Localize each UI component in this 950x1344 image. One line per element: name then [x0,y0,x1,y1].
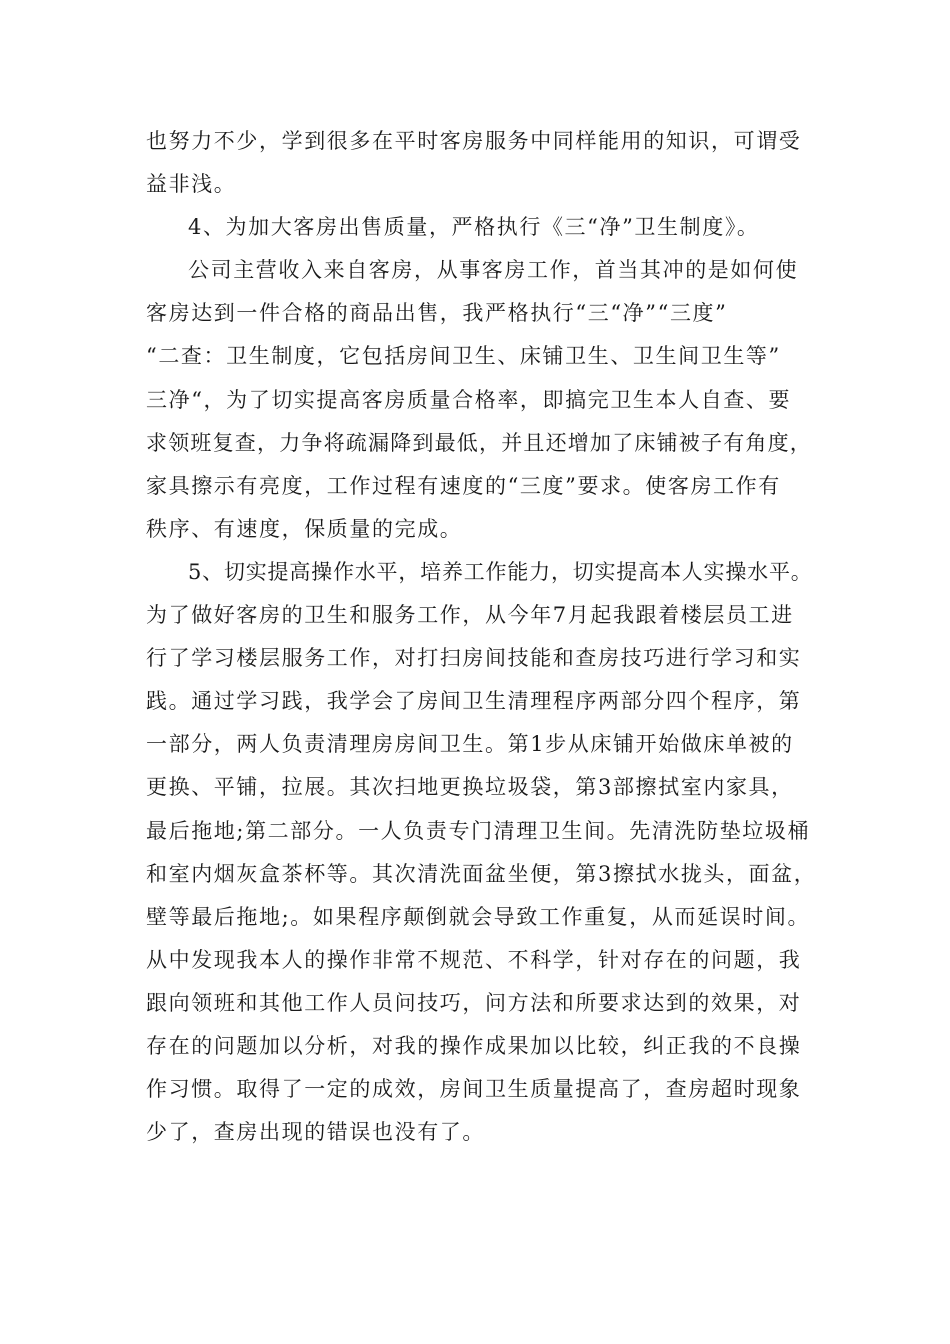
body-text [146,120,816,1154]
text-line: 5、切实提高操作水平，培养工作能力，切实提高本人实操水平。 [188,559,813,584]
text-line: 客房达到一件合格的商品出售，我严格执行“三“净”“三度” [146,301,728,326]
text-line: “二查：卫生制度，它包括房间卫生、床铺卫生、卫生间卫生等” [146,344,781,369]
text-line: 一部分，两人负责清理房房间卫生。第1步从床铺开始做床单被的 [146,732,794,757]
text-line: 秩序、有速度，保质量的完成。 [146,516,463,541]
text-line: 益非浅。 [146,172,237,197]
text-line: 存在的问题加以分析，对我的操作成果加以比较，纠正我的不良操 [146,1033,802,1058]
text-line: 践。通过学习践，我学会了房间卫生清理程序两部分四个程序，第 [146,689,802,714]
text-line: 4、为加大客房出售质量，严格执行《三“净”卫生制度》。 [188,215,760,240]
text-line: 也努力不少，学到很多在平时客房服务中同样能用的知识，可谓受 [146,129,802,153]
text-line: 为了做好客房的卫生和服务工作，从今年7月起我跟着楼层员工进 [146,603,794,628]
text-line: 和室内烟灰盒茶杯等。其次清洗面盆坐便，第3擦拭水拢头，面盆， [146,861,817,886]
text-line: 三净“，为了切实提高客房质量合格率，即搞完卫生本人自查、要 [146,387,792,412]
text-line: 跟向领班和其他工作人员问技巧，问方法和所要求达到的效果，对 [146,990,802,1015]
text-line: 求领班复查，力争将疏漏降到最低，并且还增加了床铺被子有角度， [146,430,812,455]
text-line: 行了学习楼层服务工作，对打扫房间技能和查房技巧进行学习和实 [146,646,802,671]
text-line: 作习惯。取得了一定的成效，房间卫生质量提高了，查房超时现象 [146,1077,802,1102]
text-line: 从中发现我本人的操作非常不规范、不科学，针对存在的问题，我 [146,947,802,972]
text-line: 最后拖地;第二部分。一人负责专门清理卫生间。先清洗防垫垃圾桶 [146,818,811,843]
text-line: 壁等最后拖地;。如果程序颠倒就会导致工作重复，从而延误时间。 [146,904,811,929]
text-line: 家具擦示有亮度，工作过程有速度的“三度”要求。使客房工作有 [146,473,781,498]
text-line: 少了，查房出现的错误也没有了。 [146,1120,485,1145]
text-line: 更换、平铺，拉展。其次扫地更换垃圾袋，第3部擦拭室内家具， [146,775,794,800]
text-line: 公司主营收入来自客房，从事客房工作，首当其冲的是如何使 [188,258,799,283]
